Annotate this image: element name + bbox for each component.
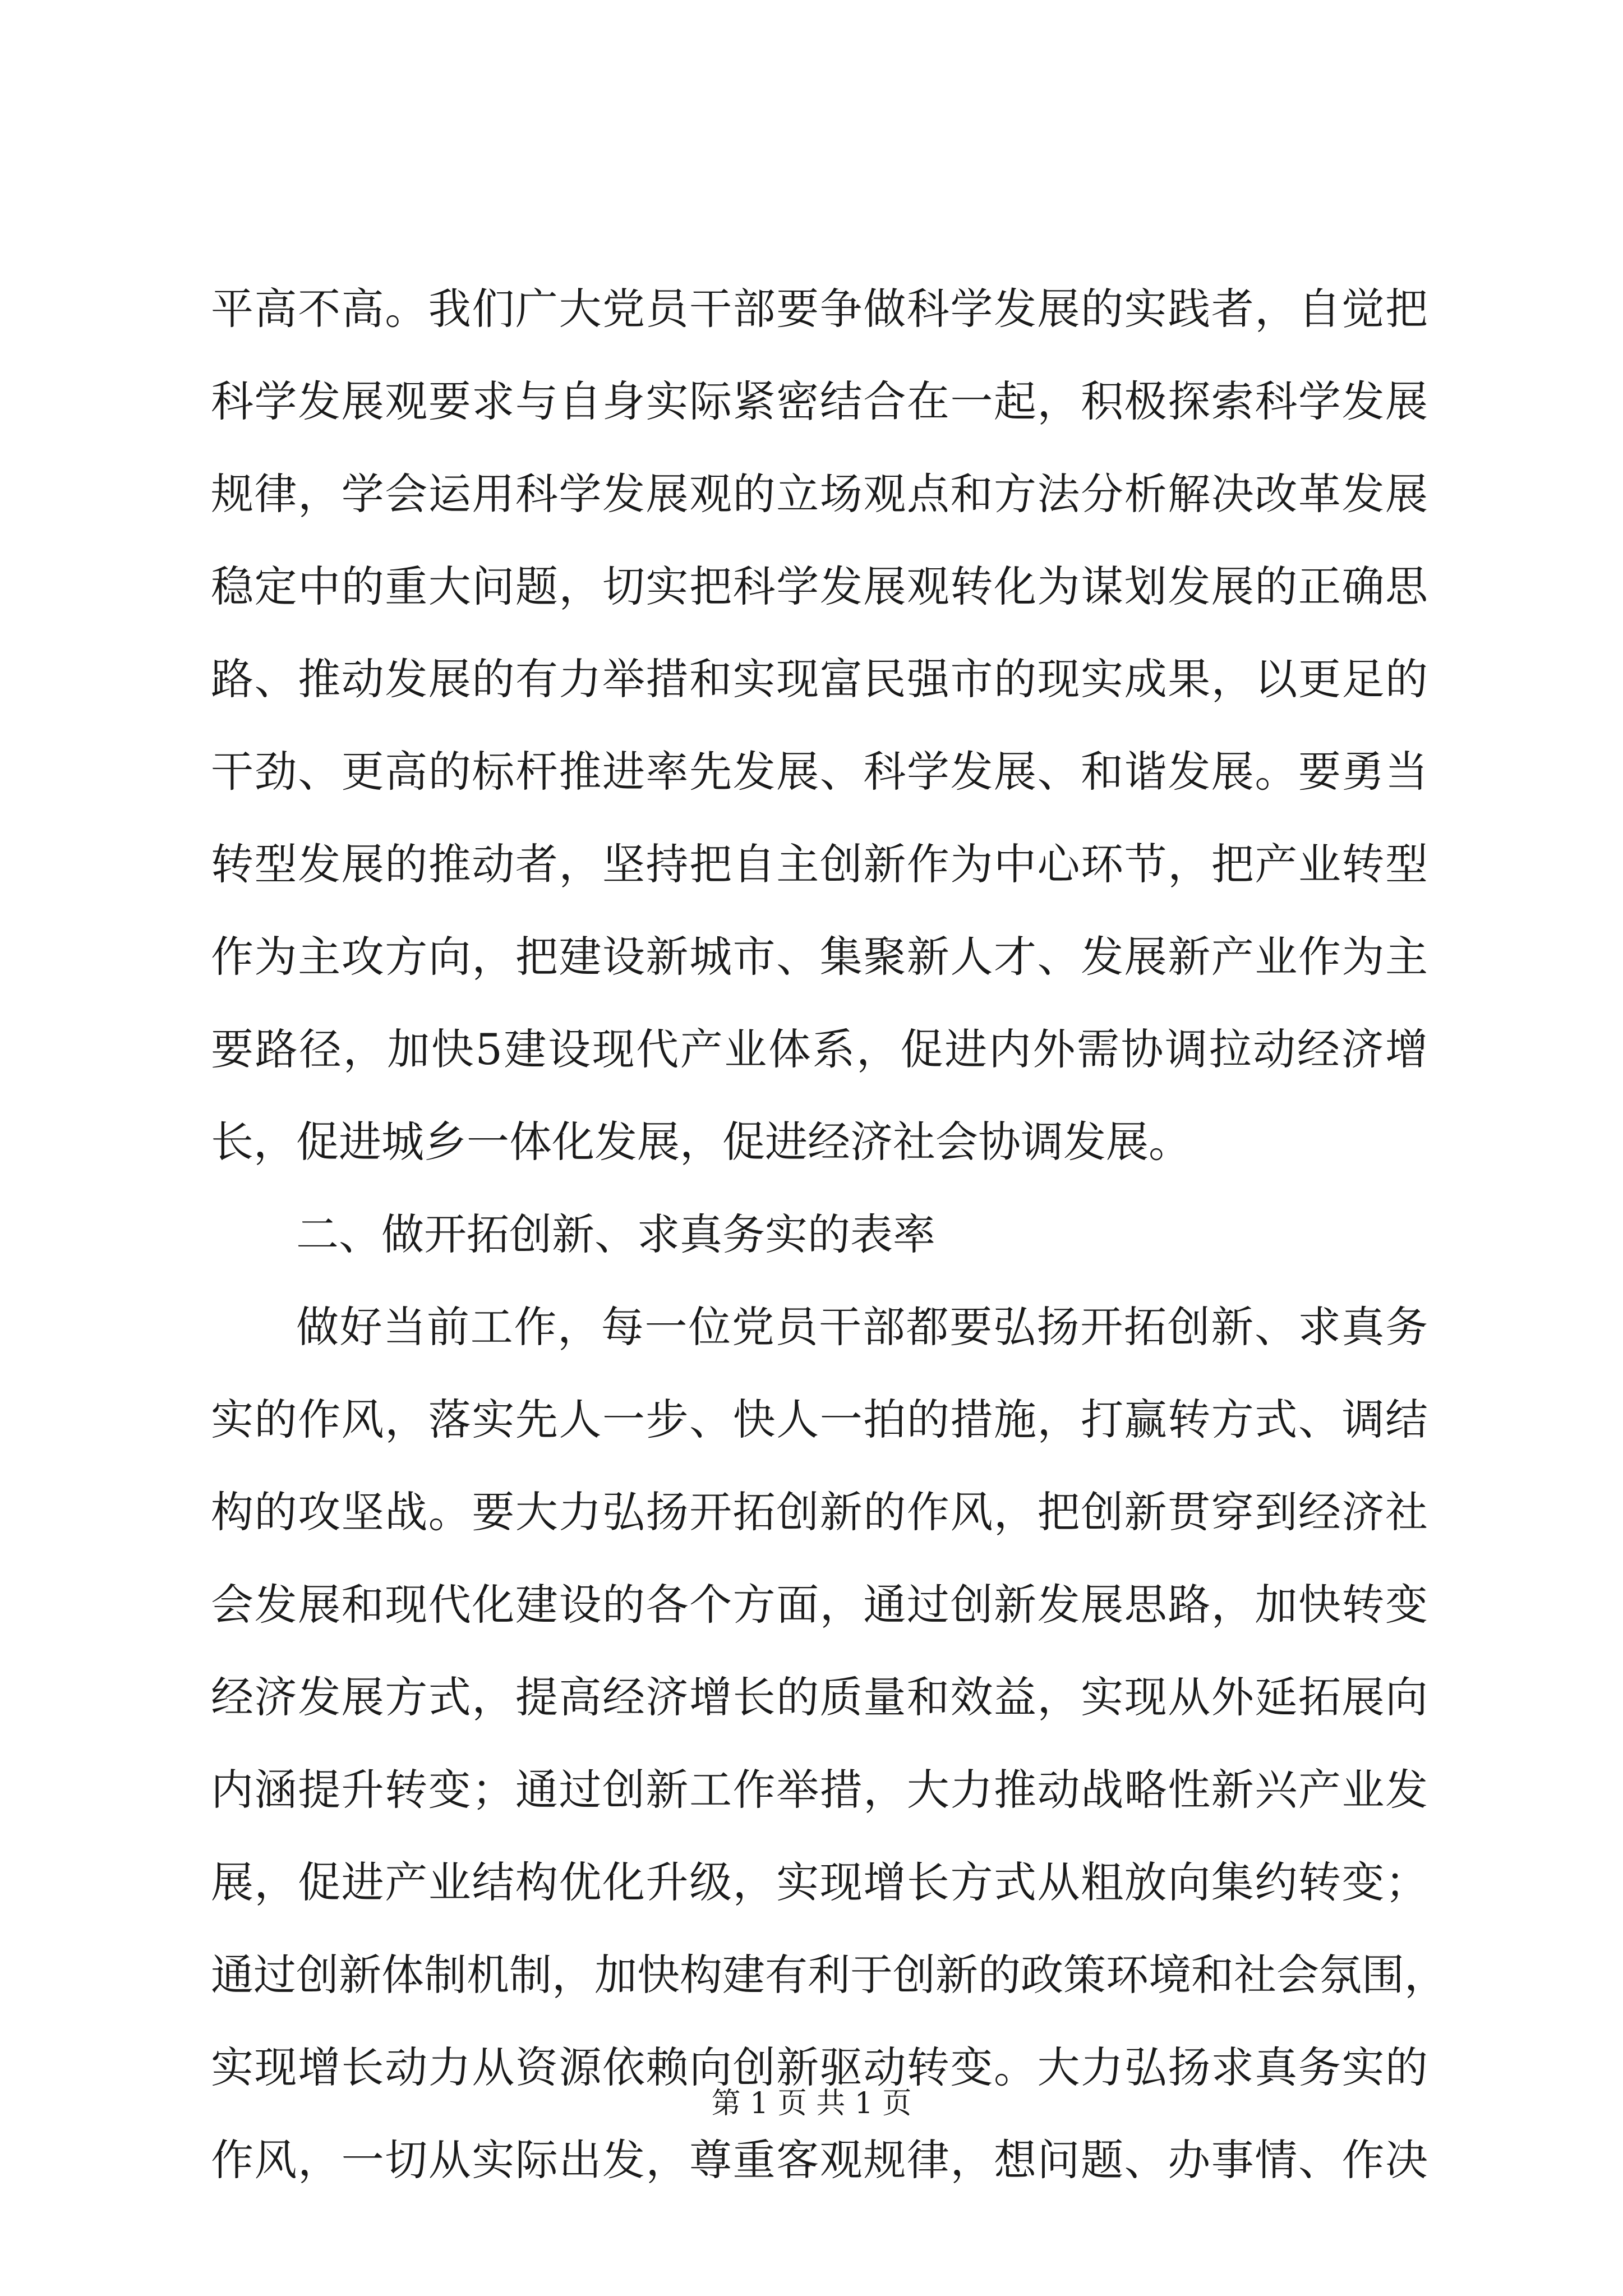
text-line: 会发展和现代化建设的各个方面，通过创新发展思路，加快转变 [211,1580,1428,1630]
text-line: 作为主攻方向，把建设新城市、集聚新人才、发展新产业作为主 [211,932,1428,982]
text-line: 路、推动发展的有力举措和实现富民强市的现实成果，以更足的 [211,654,1428,704]
text-line: 展，促进产业结构优化升级，实现增长方式从粗放向集约转变； [211,1857,1428,1907]
text-line: 经济发展方式，提高经济增长的质量和效益，实现从外延拓展向 [211,1672,1428,1722]
document-body [211,263,1447,2206]
text-line: 作风，一切从实际出发，尊重客观规律，想问题、办事情、作决 [211,2135,1428,2185]
page-number-label: 第 1 页 共 1 页 [711,2087,912,2120]
section-heading: 二、做开拓创新、求真务实的表率 [296,1209,935,1259]
text-line: 要路径，加快5建设现代产业体系，促进内外需协调拉动经济增 [211,1024,1428,1074]
text-line: 实的作风，落实先人一步、快人一拍的措施，打赢转方式、调结 [211,1395,1428,1444]
text-line: 转型发展的推动者，坚持把自主创新作为中心环节，把产业转型 [211,839,1428,889]
page-footer [0,2081,1623,2126]
text-line: 稳定中的重大问题，切实把科学发展观转化为谋划发展的正确思 [211,562,1428,611]
text-line: 规律，学会运用科学发展观的立场观点和方法分析解决改革发展 [211,469,1428,519]
text-line: 内涵提升转变；通过创新工作举措，大力推动战略性新兴产业发 [211,1765,1428,1815]
text-line: 长，促进城乡一体化发展，促进经济社会协调发展。 [211,1117,1191,1167]
text-line: 构的攻坚战。要大力弘扬开拓创新的作风，把创新贯穿到经济社 [211,1487,1428,1537]
text-line: 科学发展观要求与自身实际紧密结合在一起，积极探索科学发展 [211,376,1428,426]
text-line: 通过创新体制机制，加快构建有利于创新的政策环境和社会氛围， [211,1950,1447,2000]
text-line: 平高不高。我们广大党员干部要争做科学发展的实践者，自觉把 [211,284,1428,334]
text-line: 实现增长动力从资源依赖向创新驱动转变。大力弘扬求真务实的 [211,2042,1428,2092]
text-line: 干劲、更高的标杆推进率先发展、科学发展、和谐发展。要勇当 [211,747,1428,797]
text-line: 做好当前工作，每一位党员干部都要弘扬开拓创新、求真务 [296,1302,1428,1352]
